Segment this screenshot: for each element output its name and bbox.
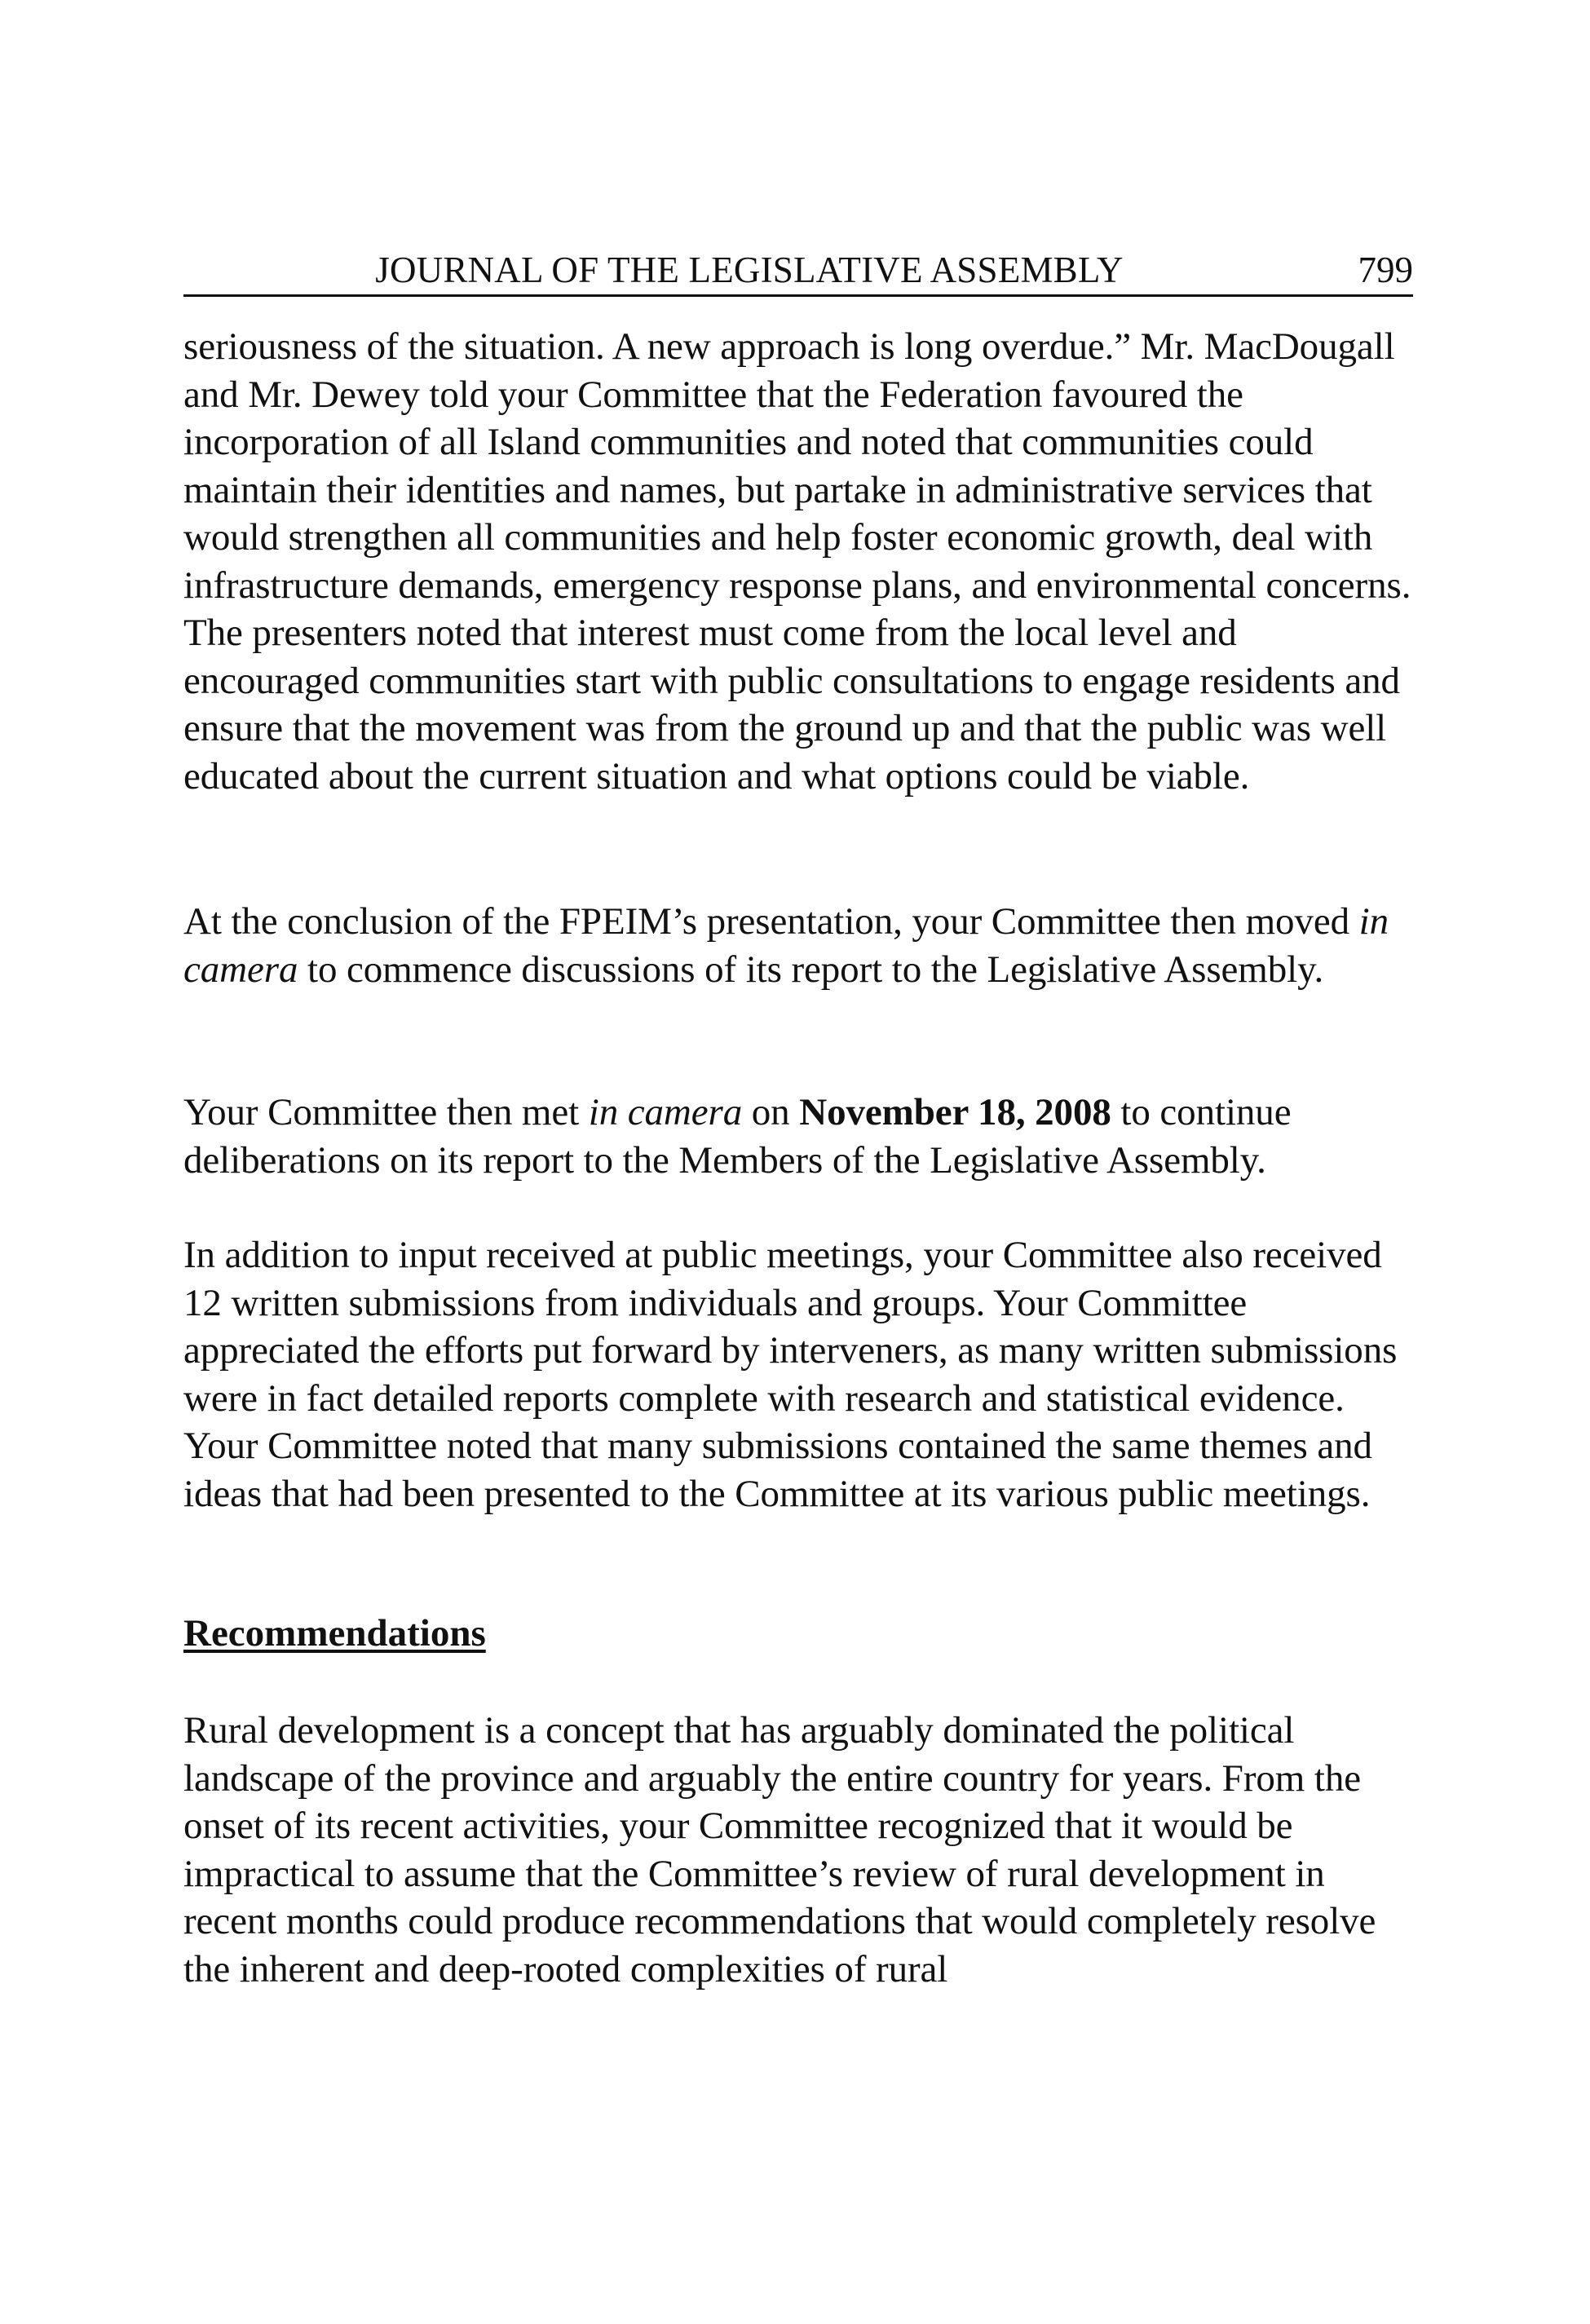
paragraph-text: to commence discussions of its report to the Legislative Assembly.	[298, 948, 1324, 991]
paragraph-rural-development: Rural development is a concept that has arguably dominated the political landscape of the province and arguably the entire country for years. From the onset of its recent activities, your Committee recognized that it would be impractical to assume that the Committee’s review of rural development in recent months could produce recommendations that would completely resolve the inherent and deep-rooted complexities of rural	[183, 1709, 1376, 1990]
italic-in-camera: in camera	[588, 1091, 743, 1133]
page-header	[183, 245, 1413, 297]
paragraph-text: on	[742, 1091, 800, 1133]
journal-title: JOURNAL OF THE LEGISLATIVE ASSEMBLY	[375, 250, 1124, 290]
paragraph-text: Your Committee then met	[183, 1091, 589, 1133]
paragraph-text: At the conclusion of the FPEIM’s presentation, your Committee then moved	[183, 900, 1359, 943]
paragraph-in-camera-discussion	[183, 898, 1419, 993]
paragraph-text: to continue deliberations on its report to the Members of the Legislative Assembly.	[183, 1091, 1292, 1182]
paragraph-written-submissions: In addition to input received at public meetings, your Committee also received 12 written submissions from individuals and groups. Your Committee appreciated the efforts put forward by interveners, as many written submissions were in fact detailed reports complete with research and statistical evidence. Your Committee noted that many submissions contained the same themes and ideas that had been presented to the Committee at its various public meetings.	[183, 1234, 1398, 1515]
recommendations-heading: Recommendations	[183, 1612, 486, 1655]
page-number: 799	[1358, 250, 1413, 290]
paragraph-november-meeting	[183, 1089, 1419, 1184]
paragraph-federation-presentation: seriousness of the situation. A new approach is long overdue.” Mr. MacDougall and Mr. Dewey told your Committee that the Federation favoured the incorporation of all Island communities and noted that communities could maintain their identities and names, but partake in administrative services that would strengthen all communities and help foster economic growth, deal with infrastructure demands, emergency response plans, and environmental concerns. The presenters noted that interest must come from the local level and encouraged communities start with public consultations to engage residents and ensure that the movement was from the ground up and that the public was well educated about the current situation and what options could be viable.	[183, 325, 1411, 797]
meeting-date: November 18, 2008	[799, 1091, 1111, 1133]
italic-in-camera: in camera	[183, 900, 1389, 991]
